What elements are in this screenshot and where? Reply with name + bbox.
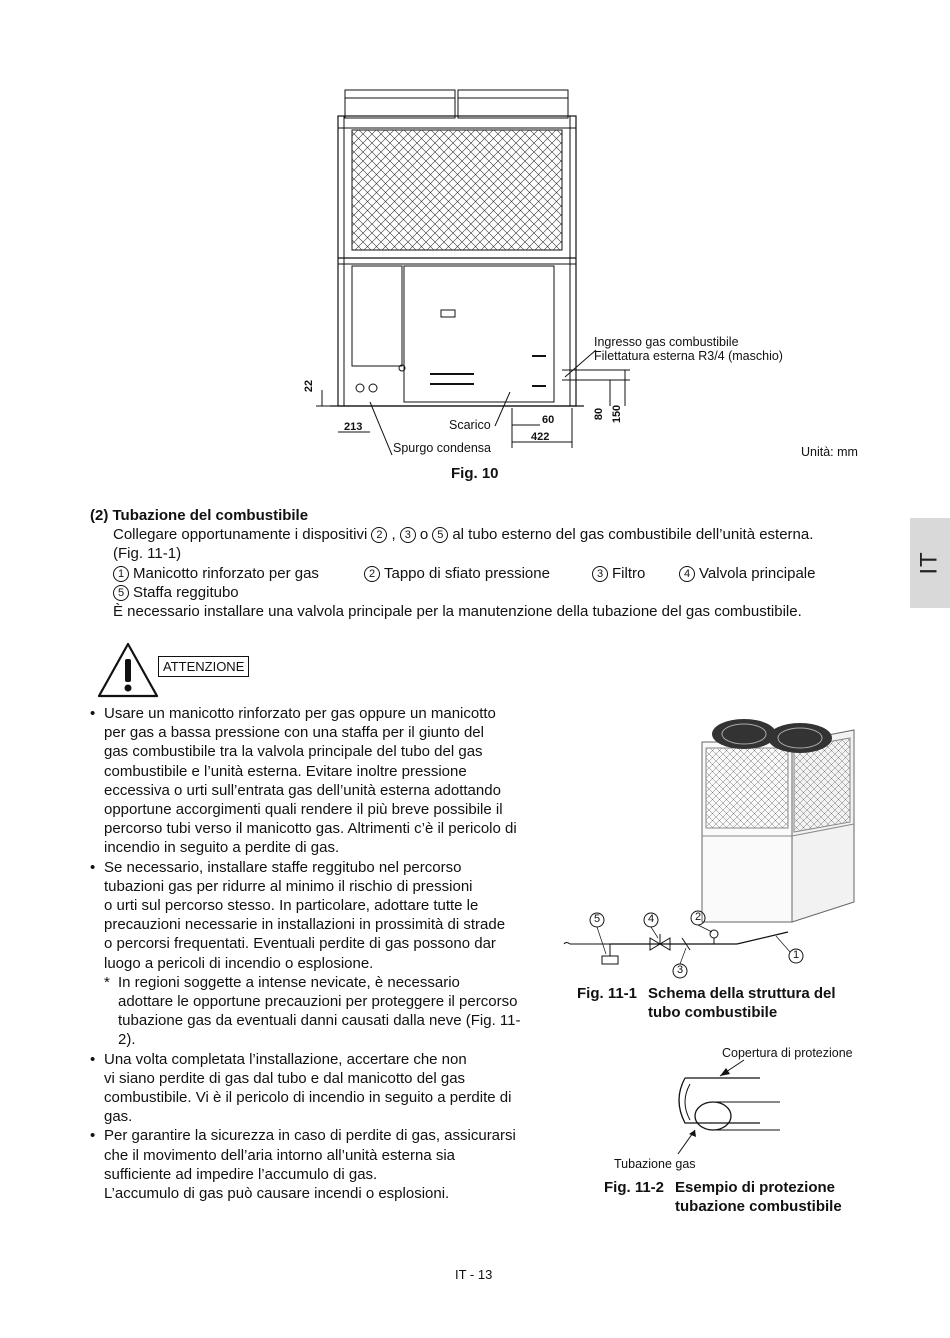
- component-label: Filtro: [612, 565, 646, 582]
- dim-80: 80: [593, 407, 606, 421]
- component-item: [113, 564, 319, 583]
- warning-icon: [97, 642, 159, 698]
- fig11-1-caption-line1: Schema della struttura del: [648, 985, 836, 1002]
- bullet-line: percorso tubi verso il manicotto gas. Altrimenti c’è il pericolo di: [104, 820, 517, 838]
- bullet-line: eccessiva o urti sull’entrata gas dell’unità esterna adottando: [104, 781, 501, 799]
- star-note-line: 2).: [118, 1031, 136, 1049]
- component-label: Manicotto rinforzato per gas: [133, 565, 319, 582]
- fig10-gas-inlet-label: Ingresso gas combustibile: [594, 335, 739, 349]
- bullet-line: opportune accorgimenti quali rendere il più breve possibile il: [104, 801, 503, 819]
- component-item: [592, 564, 645, 583]
- bullet-line: combustibile e l’unità esterna. Evitare inoltre pressione: [104, 762, 467, 780]
- bullet-line: combustibile. Vi è il pericolo di incendio in seguito a perdite di: [104, 1089, 512, 1107]
- component-item: [113, 583, 239, 602]
- fig10-condensate-label: Spurgo condensa: [393, 441, 491, 455]
- bullet-dot-icon: •: [90, 1127, 96, 1145]
- section-line1: [113, 525, 813, 544]
- bullet-line: Una volta completata l’installazione, accertare che non: [104, 1050, 467, 1068]
- circled-num: 3: [400, 527, 416, 543]
- section-heading: (2) Tubazione del combustibile: [90, 507, 309, 524]
- bullet-line: Usare un manicotto rinforzato per gas oppure un manicotto: [104, 705, 496, 722]
- circled-num: 1: [113, 566, 129, 582]
- callout-3: 3: [676, 964, 684, 976]
- dim-60: 60: [542, 414, 555, 426]
- dim-422: 422: [531, 431, 550, 443]
- bullet-line: L’accumulo di gas può causare incendi o esplosioni.: [104, 1185, 450, 1203]
- fig10-caption: Fig. 10: [451, 465, 499, 482]
- callout-1: 1: [792, 949, 800, 961]
- component-label: Valvola principale: [699, 565, 816, 582]
- bullet-list: [90, 704, 560, 1203]
- fig11-1-caption-num: Fig. 11-1: [577, 985, 638, 1002]
- section-line1-or: o: [419, 526, 429, 543]
- bullet-line: tubazioni gas per ridurre al minimo il rischio di pressioni: [104, 877, 473, 895]
- bullet-item: [90, 704, 560, 858]
- bullet-line: gas combustibile tra la valvola principale del tubo del gas: [104, 743, 483, 761]
- circled-num: 2: [371, 527, 387, 543]
- bullet-line: Per garantire la sicurezza in caso di perdite di gas, assicurarsi: [104, 1127, 516, 1145]
- bullet-dot-icon: •: [90, 858, 96, 876]
- fig10-units-label: Unità: mm: [801, 445, 858, 459]
- bullet-item: [90, 858, 560, 973]
- star-note-line: In regioni soggette a intense nevicate, è necessario: [118, 973, 460, 991]
- fig11-2-caption-num: Fig. 11-2: [604, 1179, 665, 1196]
- fig11-1-caption-line2: tubo combustibile: [648, 1004, 778, 1021]
- bullet-dot-icon: •: [90, 1050, 96, 1068]
- component-item: [679, 564, 815, 583]
- circled-num: 5: [113, 585, 129, 601]
- language-tab: [910, 518, 950, 608]
- dim-213: 213: [344, 421, 363, 433]
- bullet-dot-icon: •: [90, 705, 96, 722]
- bullet-line: per gas a bassa pressione con una staffa per il giunto del: [104, 724, 484, 742]
- circled-num: 4: [679, 566, 695, 582]
- section-line2: (Fig. 11-1): [113, 545, 182, 562]
- fig10-drain-label: Scarico: [449, 418, 491, 432]
- language-tab-label: IT: [915, 551, 943, 575]
- star-note-line: tubazione gas da eventuali danni causati dalla neve (Fig. 11-: [118, 1012, 521, 1030]
- bullet-line: precauzioni necessarie in installazioni in prossimità di strade: [104, 916, 506, 934]
- bullet-line: sufficiente ad impedire l’accumulo di gas.: [104, 1165, 378, 1183]
- bullet-line: gas.: [104, 1108, 133, 1126]
- bullet-line: incendio in seguito a perdite di gas.: [104, 839, 340, 857]
- fig11-1-drawing: [562, 712, 862, 982]
- component-item: [364, 564, 550, 583]
- star-note-line: adottare le opportune precauzioni per proteggere il percorso: [118, 993, 518, 1011]
- callout-4: 4: [647, 913, 655, 925]
- fig11-2-cover-label: Copertura di protezione: [722, 1046, 853, 1060]
- bullet-line: o urti sul percorso stesso. In particolare, adottare tutte le: [104, 897, 479, 915]
- bullet-item: [90, 1126, 560, 1203]
- dim-22: 22: [303, 379, 316, 393]
- bullet-line: che il movimento dell’aria intorno all’unità esterna sia: [104, 1146, 456, 1164]
- page-number: IT - 13: [455, 1267, 493, 1282]
- bullet-item: [90, 1050, 560, 1127]
- bullet-line: Se necessario, installare staffe reggitubo nel percorso: [104, 858, 462, 876]
- section-line1-text-b: al tubo esterno del gas combustibile dell’unità esterna.: [452, 526, 814, 543]
- callout-2: 2: [694, 911, 702, 923]
- fig10-thread-label: Filettatura esterna R3/4 (maschio): [594, 349, 783, 363]
- star-note: [90, 973, 560, 1050]
- dim-150: 150: [611, 404, 624, 424]
- fig11-2-pipe-label: Tubazione gas: [614, 1157, 696, 1171]
- bullet-line: vi siano perdite di gas dal tubo e dal manicotto del gas: [104, 1069, 466, 1087]
- asterisk-mark: *: [104, 973, 110, 991]
- section-line1-text-a: Collegare opportunamente i dispositivi: [113, 526, 368, 543]
- circled-num: 3: [592, 566, 608, 582]
- fig11-2-drawing: [640, 1058, 820, 1158]
- warning-label: ATTENZIONE: [158, 656, 249, 677]
- fig10-drawing: [300, 80, 870, 500]
- circled-num: 2: [364, 566, 380, 582]
- section-note: È necessario installare una valvola principale per la manutenzione della tubazione del gas combustibile.: [113, 603, 802, 620]
- bullet-line: luogo a pericoli di incendio o esplosione.: [104, 954, 374, 972]
- callout-5: 5: [593, 913, 601, 925]
- circled-num: 5: [432, 527, 448, 543]
- component-label: Tappo di sfiato pressione: [384, 565, 550, 582]
- fig11-2-caption-line2: tubazione combustibile: [675, 1198, 842, 1215]
- fig11-2-caption-line1: Esempio di protezione: [675, 1179, 836, 1196]
- section-line1-sep: ,: [391, 526, 396, 543]
- bullet-line: o percorsi frequentati. Eventuali perdite di gas possono dar: [104, 935, 496, 953]
- component-label: Staffa reggitubo: [133, 584, 239, 601]
